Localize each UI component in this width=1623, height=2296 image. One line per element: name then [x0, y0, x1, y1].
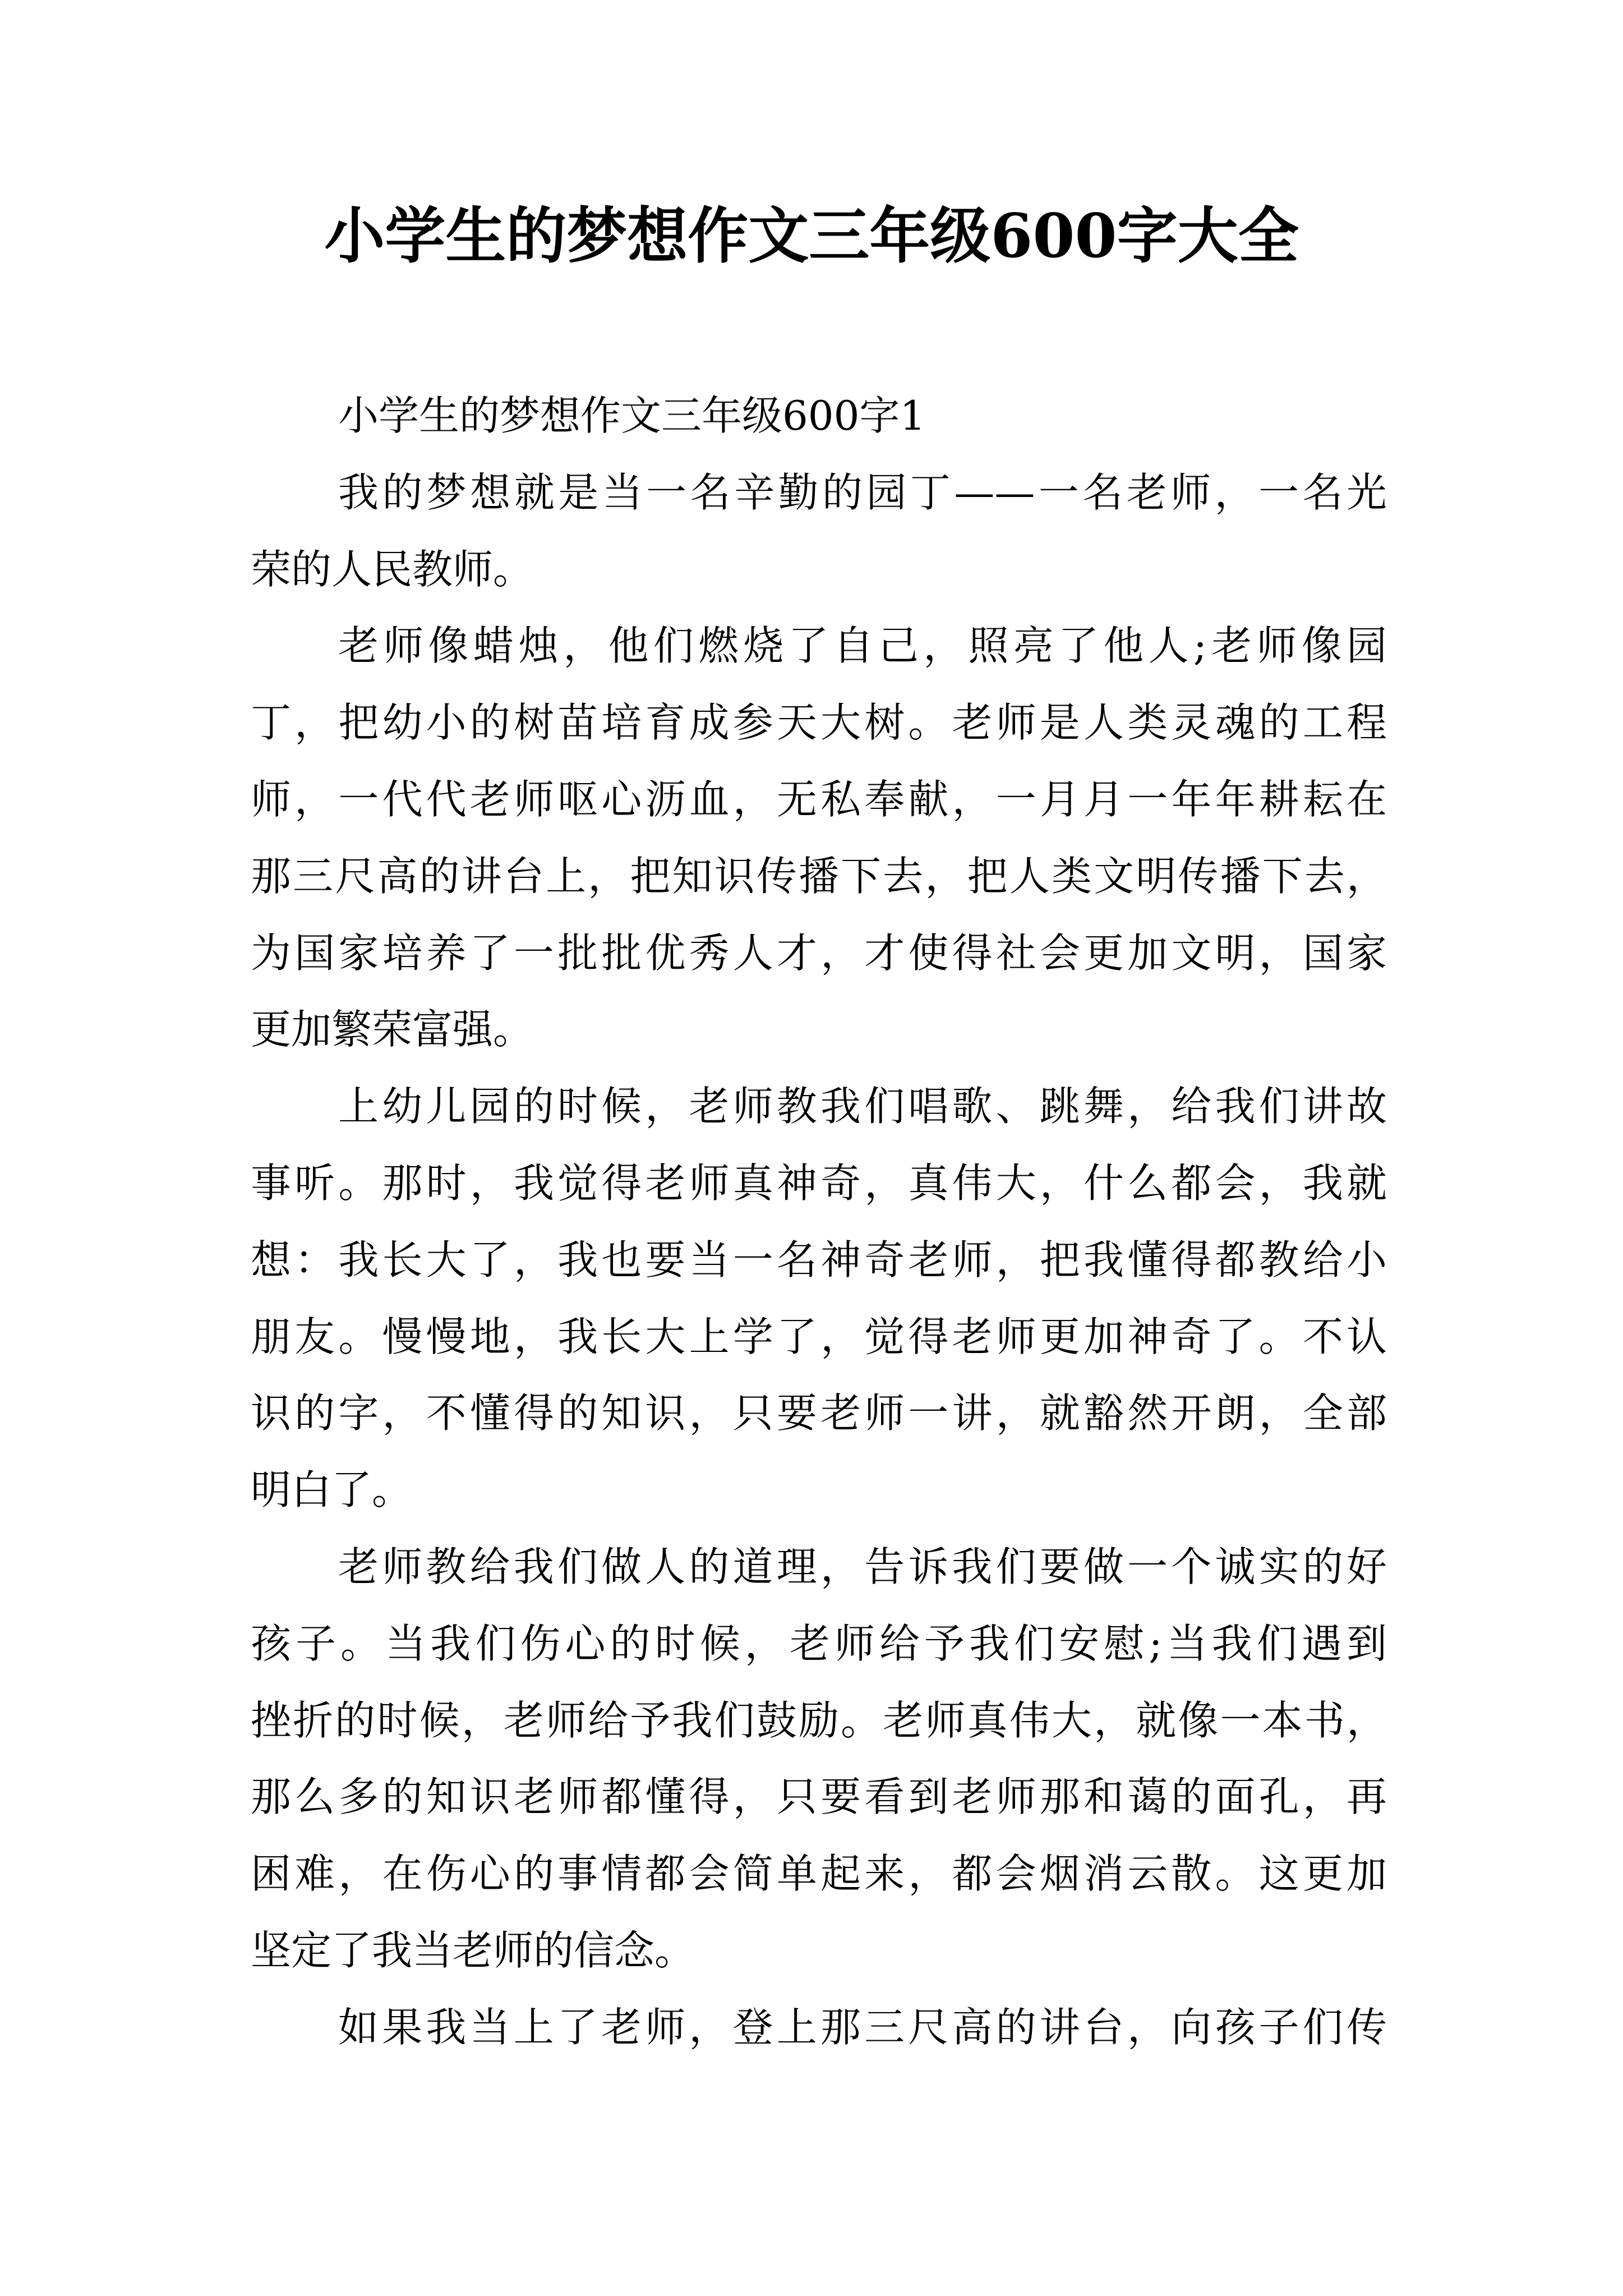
paragraph-1-line: 荣的人民教师。: [251, 545, 534, 593]
paragraph-2-line: 老师像蜡烛，他们燃烧了自己，照亮了他人;老师像园: [338, 622, 1387, 670]
paragraph-3-line: 想：我长大了，我也要当一名神奇老师，把我懂得都教给小: [251, 1236, 1387, 1283]
document-body: [251, 378, 1387, 2066]
paragraph-2-line: 为国家培养了一批批优秀人才，才使得社会更加文明，国家: [251, 929, 1387, 977]
paragraph-2-line: 丁，把幼小的树苗培育成参天大树。老师是人类灵魂的工程: [251, 699, 1387, 747]
paragraph-3-line: 朋友。慢慢地，我长大上学了，觉得老师更加神奇了。不认: [251, 1313, 1387, 1360]
paragraph-3-line: 上幼儿园的时候，老师教我们唱歌、跳舞，给我们讲故: [338, 1083, 1387, 1130]
paragraph-4-line: 孩子。当我们伤心的时候，老师给予我们安慰;当我们遇到: [251, 1619, 1387, 1667]
paragraph-4-line: 困难，在伤心的事情都会简单起来，都会烟消云散。这更加: [251, 1850, 1387, 1898]
paragraph-1-line: 我的梦想就是当一名辛勤的园丁——一名老师，一名光: [338, 468, 1387, 516]
page-title: 小学生的梦想作文三年级600字大全: [324, 201, 1299, 272]
paragraph-4-line: 老师教给我们做人的道理，告诉我们要做一个诚实的好: [338, 1543, 1387, 1590]
paragraph-4-line: 挫折的时候，老师给予我们鼓励。老师真伟大，就像一本书，: [251, 1696, 1387, 1744]
paragraph-4-line: 那么多的知识老师都懂得，只要看到老师那和蔼的面孔，再: [251, 1773, 1387, 1821]
paragraph-3-line: 明白了。: [251, 1466, 413, 1514]
paragraph-2-line: 师，一代代老师呕心沥血，无私奉献，一月月一年年耕耘在: [251, 775, 1387, 823]
paragraph-5-line: 如果我当上了老师，登上那三尺高的讲台，向孩子们传: [338, 2003, 1387, 2051]
section-heading: 小学生的梦想作文三年级600字1: [338, 392, 926, 439]
paragraph-2-line: 那三尺高的讲台上，把知识传播下去，把人类文明传播下去，: [251, 852, 1387, 900]
paragraph-3-line: 事听。那时，我觉得老师真神奇，真伟大，什么都会，我就: [251, 1159, 1387, 1207]
paragraph-2-line: 更加繁荣富强。: [251, 1006, 534, 1053]
paragraph-4-line: 坚定了我当老师的信念。: [251, 1926, 695, 1974]
paragraph-3-line: 识的字，不懂得的知识，只要老师一讲，就豁然开朗，全部: [251, 1389, 1387, 1437]
